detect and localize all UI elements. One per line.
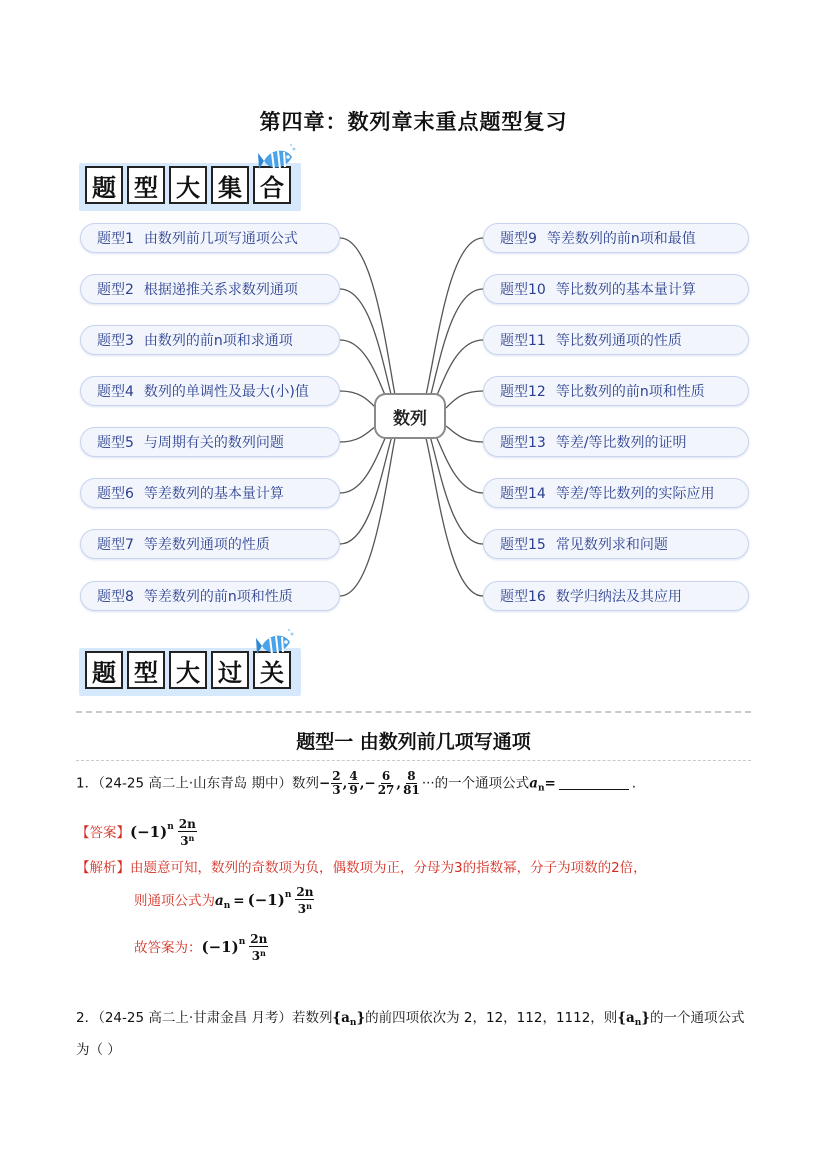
- topic-node: 题型10 等比数列的基本量计算: [483, 274, 749, 304]
- divider: [76, 760, 751, 761]
- fraction: $\frac{4}{9}$: [349, 769, 358, 797]
- banner-char: 题: [85, 166, 123, 204]
- banner-char: 关: [253, 651, 291, 689]
- topic-node: 题型8 等差数列的前n项和性质: [80, 581, 340, 611]
- analysis-line-2: 则通项公式为$a_n = (-1)^n$ $\frac{2n}{3^n}$: [134, 885, 314, 916]
- banner-char: 题: [85, 651, 123, 689]
- topic-node: 题型15 常见数列求和问题: [483, 529, 749, 559]
- topic-node: 题型4 数列的单调性及最大(小)值: [80, 376, 340, 406]
- topic-node: 题型3 由数列的前n项和求通项: [80, 325, 340, 355]
- banner-char: 合: [253, 166, 291, 204]
- topic-node: 题型9 等差数列的前n项和最值: [483, 223, 749, 253]
- fraction: $\frac{2}{3}$: [332, 769, 341, 797]
- banner-char: 型: [127, 651, 165, 689]
- banner-char: 过: [211, 651, 249, 689]
- banner-char: 大: [169, 166, 207, 204]
- analysis-line-1: 【解析】由题意可知，数列的奇数项为负，偶数项为正，分母为3的指数幂，分子为项数的2倍，: [76, 860, 647, 876]
- topic-node: 题型16 数学归纳法及其应用: [483, 581, 749, 611]
- topic-node: 题型14 等差/等比数列的实际应用: [483, 478, 749, 508]
- answer-row: 【答案】$(-1)^n$ $\frac{2n}{3^n}$: [76, 817, 196, 848]
- fraction: $\frac{6}{27}$: [377, 769, 395, 797]
- topic-node: 题型2 根据递推关系求数列通项: [80, 274, 340, 304]
- answer-blank: [559, 789, 629, 790]
- divider: [76, 711, 751, 713]
- question-2-line-1: 2．（24-25 高二上·甘肃金昌 月考）若数列$\{a_n\}$的前四项依次为 2，12，112，1112，则$\{a_n\}$的一个通项公式: [76, 1010, 745, 1028]
- banner-char: 集: [211, 166, 249, 204]
- fraction: $\frac{2n}{3^n}$: [296, 885, 314, 916]
- banner-char: 大: [169, 651, 207, 689]
- topic-node: 题型1 由数列前几项写通项公式: [80, 223, 340, 253]
- fish-icon: [256, 628, 296, 664]
- topic-node: 题型6 等差数列的基本量计算: [80, 478, 340, 508]
- fraction: $\frac{8}{81}$: [403, 769, 420, 797]
- banner-char: 型: [127, 166, 165, 204]
- page-title: 第四章：数列章末重点题型复习: [259, 110, 568, 134]
- analysis-line-3: 故答案为：$(-1)^n$ $\frac{2n}{3^n}$: [134, 932, 268, 963]
- mindmap-center: 数列: [374, 393, 446, 439]
- topic-node: 题型11 等比数列通项的性质: [483, 325, 749, 355]
- topic-node: 题型7 等差数列通项的性质: [80, 529, 340, 559]
- question-2-line-2: 为（ ）: [76, 1042, 121, 1058]
- fraction: $\frac{2n}{3^n}$: [178, 817, 196, 848]
- topic-node: 题型13 等差/等比数列的证明: [483, 427, 749, 457]
- topic-node: 题型12 等比数列的前n项和性质: [483, 376, 749, 406]
- question-1: 1．（24-25 高二上·山东青岛 期中）数列− $\frac{2}{3}$ , $\frac{4}{9}$ ,− $\frac{6}{27}$ , $\frac{8}{81}$ ···的一个通项公式$a_n=$ .: [76, 769, 637, 797]
- topic-node: 题型5 与周期有关的数列问题: [80, 427, 340, 457]
- section-title: 题型一 由数列前几项写通项: [296, 731, 531, 753]
- fraction: $\frac{2n}{3^n}$: [250, 932, 268, 963]
